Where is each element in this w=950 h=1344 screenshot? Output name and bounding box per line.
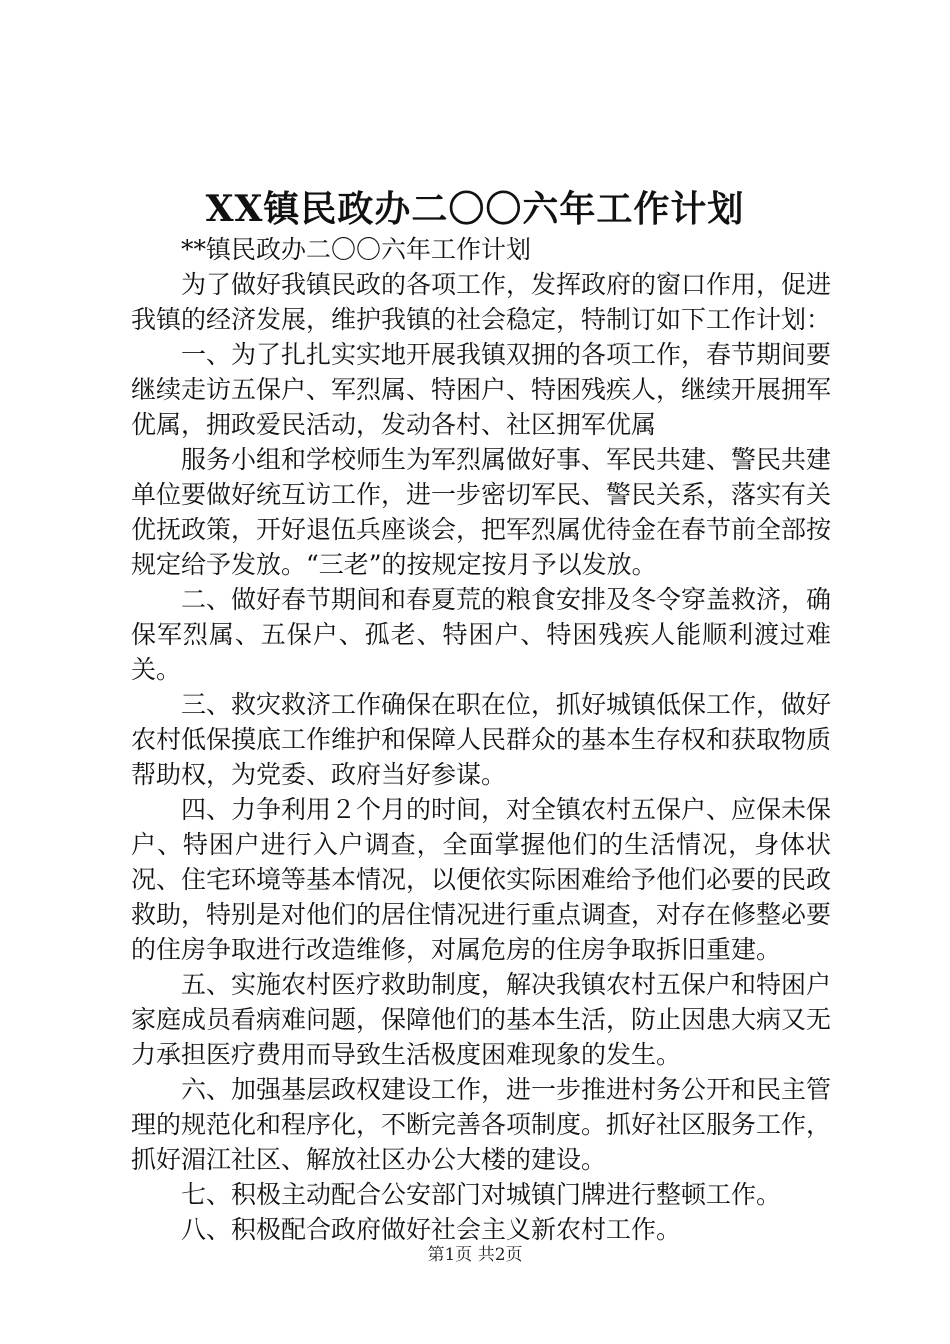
paragraph-item-6: 六、加强基层政权建设工作，进一步推进村务公开和民主管理的规范化和程序化，不断完善各项制度。抓好社区服务工作，抓好湄江社区、解放社区办公大楼的建设。 (131, 1075, 832, 1174)
paragraph-intro: 为了做好我镇民政的各项工作，发挥政府的窗口作用，促进我镇的经济发展，维护我镇的社会稳定，特制订如下工作计划： (131, 270, 832, 334)
paragraph-item-7: 七、积极主动配合公安部门对城镇门牌进行整顿工作。 (181, 1180, 782, 1209)
paragraph-subtitle: **镇民政办二〇〇六年工作计划 (181, 235, 532, 264)
page-number-footer: 第1页 共2页 (427, 1245, 523, 1265)
paragraph-item-1-continued: 服务小组和学校师生为军烈属做好事、军民共建、警民共建单位要做好统互访工作，进一步密切军民、警民关系，落实有关优抚政策，开好退伍兵座谈会，把军烈属优待金在春节前全部按规定给予发放。“三老”的按规定按月予以发放。 (131, 445, 832, 579)
document-body (131, 232, 831, 1247)
paragraph-item-8: 八、积极配合政府做好社会主义新农村工作。 (181, 1215, 682, 1244)
paragraph-item-3: 三、救灾救济工作确保在职在位，抓好城镇低保工作，做好农村低保摸底工作维护和保障人民群众的基本生存权和获取物质帮助权，为党委、政府当好参谋。 (131, 690, 832, 789)
document-title: XX镇民政办二〇〇六年工作计划 (205, 188, 745, 230)
paragraph-item-1: 一、为了扎扎实实地开展我镇双拥的各项工作，春节期间要继续走访五保户、军烈属、特困户、特困残疾人，继续开展拥军优属，拥政爱民活动，发动各村、社区拥军优属 (131, 340, 832, 439)
paragraph-item-4: 四、力争利用２个月的时间，对全镇农村五保户、应保未保户、特困户进行入户调查，全面掌握他们的生活情况，身体状况、住宅环境等基本情况，以便依实际困难给予他们必要的民政救助，特别是对他们的居住情况进行重点调查，对存在修整必要的住房争取进行改造维修，对属危房的住房争取拆旧重建。 (131, 795, 832, 964)
paragraph-item-5: 五、实施农村医疗救助制度，解决我镇农村五保户和特困户家庭成员看病难问题，保障他们的基本生活，防止因患大病又无力承担医疗费用而导致生活极度困难现象的发生。 (131, 970, 832, 1069)
paragraph-item-2: 二、做好春节期间和春夏荒的粮食安排及冬令穿盖救济，确保军烈属、五保户、孤老、特困户、特困残疾人能顺利渡过难关。 (131, 585, 832, 684)
